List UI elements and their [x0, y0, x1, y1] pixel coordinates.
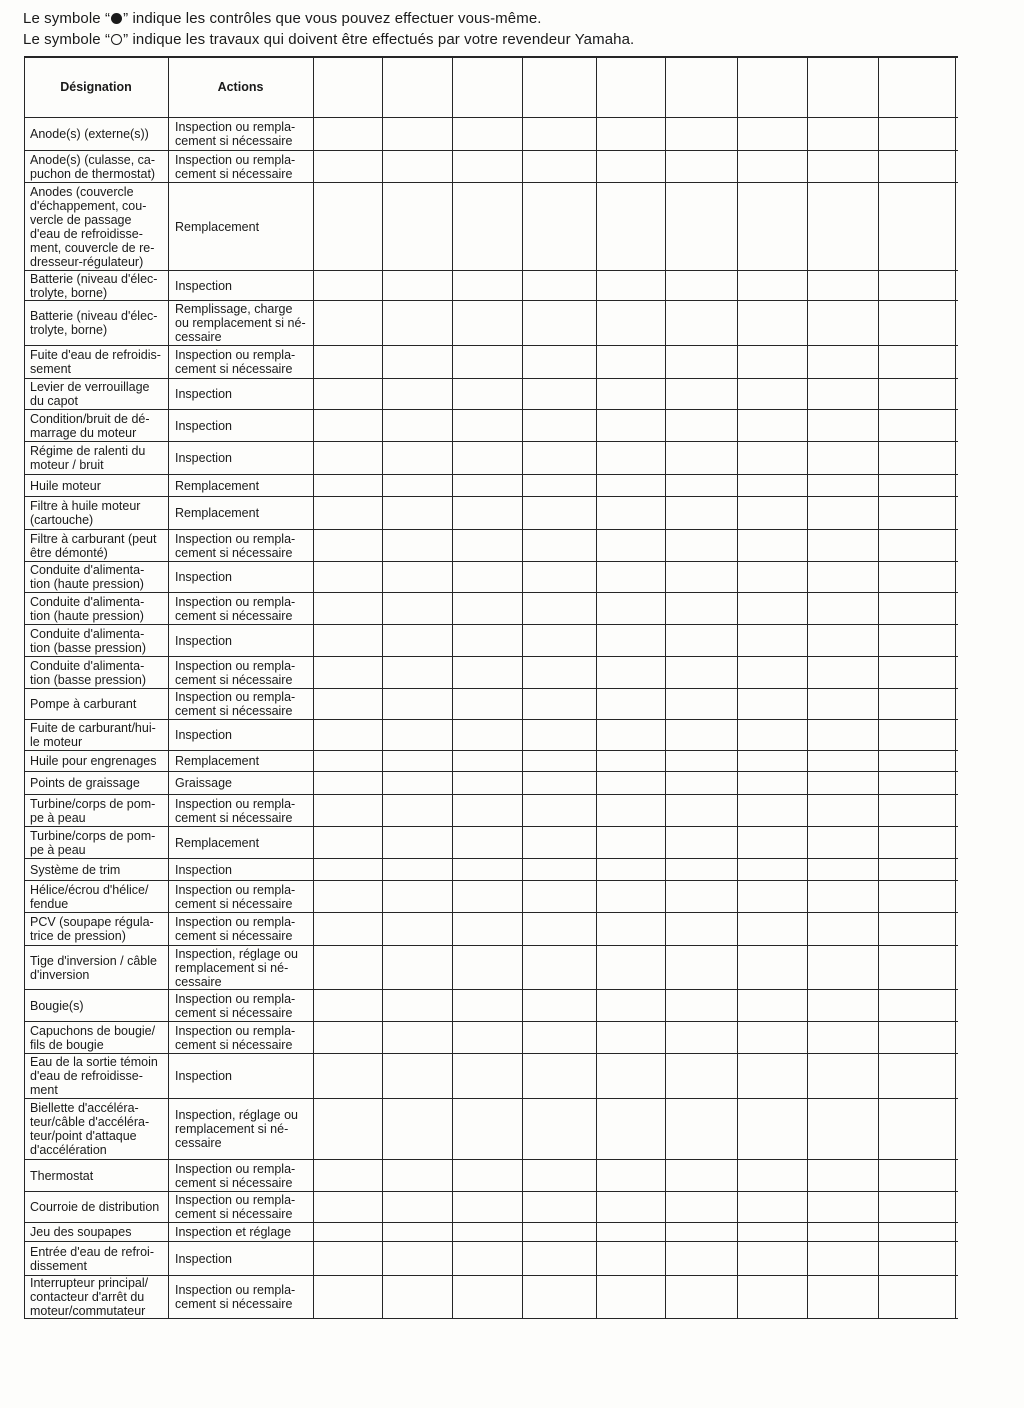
- designation-text: Interrupteur principal/ contacteur d'arrêt du moteur/commutateur: [30, 1276, 149, 1318]
- row-divider: [24, 624, 958, 625]
- row-6-action: [175, 346, 310, 378]
- row-22-action: [175, 827, 310, 858]
- row-divider: [24, 858, 958, 859]
- designation-text: Huile moteur: [30, 478, 101, 493]
- designation-text: Entrée d'eau de refroi- dissement: [30, 1244, 154, 1273]
- column-divider: [596, 57, 597, 1318]
- row-26-action: [175, 946, 310, 989]
- action-text: Inspection: [175, 570, 232, 584]
- action-text: Inspection: [175, 387, 232, 401]
- row-10-designation: [30, 475, 166, 496]
- row-divider: [24, 1098, 958, 1099]
- action-text: Inspection: [175, 633, 232, 648]
- row-11-designation: [30, 497, 166, 529]
- row-divider: [24, 592, 958, 593]
- row-29-designation: [30, 1054, 166, 1098]
- row-divider: [24, 474, 958, 475]
- action-text: Inspection: [175, 418, 232, 433]
- designation-text: Conduite d'alimenta- tion (haute pression): [30, 594, 145, 623]
- action-text: Remplacement: [175, 754, 260, 768]
- row-14-designation: [30, 593, 166, 624]
- row-divider: [24, 688, 958, 689]
- row-3-action: [175, 183, 310, 270]
- row-3-designation: [30, 183, 166, 270]
- row-divider: [24, 117, 958, 118]
- action-text: Inspection: [175, 1069, 232, 1083]
- action-text: Inspection: [175, 862, 232, 877]
- designation-text: Eau de la sortie témoin d'eau de refroidisse- ment: [30, 1055, 158, 1097]
- row-4-action: [175, 271, 310, 300]
- row-33-action: [175, 1223, 310, 1241]
- designation-text: Anode(s) (externe(s)): [30, 127, 149, 141]
- action-text: Inspection ou rempla- cement si nécessaire: [175, 531, 296, 560]
- action-text: Inspection ou rempla- cement si nécessaire: [175, 991, 296, 1020]
- designation-text: Bougie(s): [30, 998, 84, 1013]
- designation-text: Anode(s) (culasse, ca- puchon de thermostat): [30, 152, 156, 181]
- designation-text: Conduite d'alimenta- tion (haute pression): [30, 563, 145, 591]
- row-23-designation: [30, 859, 166, 880]
- row-19-designation: [30, 751, 166, 771]
- row-30-action: [175, 1099, 310, 1159]
- action-text: Inspection ou rempla- cement si nécessaire: [175, 348, 296, 376]
- action-text: Inspection: [175, 1251, 232, 1266]
- legend-1-suffix: ” indique les contrôles que vous pouvez effectuer vous-même.: [123, 10, 542, 27]
- row-divider: [24, 880, 958, 881]
- column-divider: [522, 57, 523, 1318]
- designation-text: Tige d'inversion / câble d'inversion: [30, 953, 157, 982]
- designation-text: Thermostat: [30, 1168, 94, 1183]
- action-text: Remplacement: [175, 478, 260, 493]
- designation-text: Courroie de distribution: [30, 1200, 160, 1214]
- row-10-action: [175, 475, 310, 496]
- row-32-action: [175, 1192, 310, 1222]
- action-text: Remplacement: [175, 506, 260, 520]
- column-divider: [807, 57, 808, 1318]
- row-18-designation: [30, 720, 166, 750]
- row-4-designation: [30, 271, 166, 300]
- row-divider: [24, 719, 958, 720]
- row-divider: [24, 441, 958, 442]
- row-16-designation: [30, 657, 166, 688]
- row-35-designation: [30, 1276, 166, 1318]
- designation-text: Capuchons de bougie/ fils de bougie: [30, 1023, 156, 1052]
- action-text: Inspection ou rempla- cement si nécessaire: [175, 882, 296, 911]
- row-divider: [24, 656, 958, 657]
- designation-text: Turbine/corps de pom- pe à peau: [30, 828, 156, 857]
- row-8-designation: [30, 410, 166, 441]
- row-2-action: [175, 151, 310, 182]
- row-divider: [24, 750, 958, 751]
- row-divider: [24, 771, 958, 772]
- designation-text: Filtre à carburant (peut être démonté): [30, 531, 157, 560]
- row-divider: [24, 1159, 958, 1160]
- row-13-action: [175, 562, 310, 592]
- row-27-action: [175, 990, 310, 1021]
- column-divider: [955, 57, 956, 1318]
- row-divider: [24, 1241, 958, 1242]
- row-divider: [24, 496, 958, 497]
- row-20-action: [175, 772, 310, 794]
- legend-2-prefix: Le symbole “: [23, 31, 111, 48]
- row-divider: [24, 561, 958, 562]
- designation-text: Conduite d'alimenta- tion (basse pression): [30, 626, 147, 655]
- designation-text: Condition/bruit de dé- marrage du moteur: [30, 411, 150, 440]
- action-text: Graissage: [175, 776, 232, 790]
- column-divider: [24, 57, 25, 1318]
- row-27-designation: [30, 990, 166, 1021]
- row-15-designation: [30, 625, 166, 656]
- row-28-designation: [30, 1022, 166, 1053]
- row-24-designation: [30, 881, 166, 912]
- designation-text: Jeu des soupapes: [30, 1225, 132, 1239]
- row-17-designation: [30, 689, 166, 719]
- row-divider: [24, 300, 958, 301]
- row-25-action: [175, 913, 310, 945]
- action-text: Inspection et réglage: [175, 1225, 292, 1239]
- row-divider: [24, 1053, 958, 1054]
- row-divider: [24, 409, 958, 410]
- row-6-designation: [30, 346, 166, 378]
- row-12-action: [175, 530, 310, 561]
- row-25-designation: [30, 913, 166, 945]
- designation-text: Turbine/corps de pom- pe à peau: [30, 796, 156, 825]
- action-text: Remplissage, charge ou remplacement si né- cessaire: [175, 302, 306, 344]
- legend-1-prefix: Le symbole “: [23, 10, 111, 27]
- action-text: Inspection ou rempla- cement si nécessaire: [175, 915, 296, 943]
- row-12-designation: [30, 530, 166, 561]
- designation-text: Batterie (niveau d'élec- trolyte, borne): [30, 309, 158, 337]
- row-divider: [24, 529, 958, 530]
- action-text: Inspection ou rempla- cement si nécessaire: [175, 594, 296, 623]
- designation-text: Levier de verrouillage du capot: [30, 380, 150, 408]
- row-23-action: [175, 859, 310, 880]
- table-bottom-border: [24, 1318, 958, 1319]
- row-7-designation: [30, 379, 166, 409]
- action-text: Inspection, réglage ou remplacement si né- cessaire: [175, 946, 299, 989]
- column-divider: [452, 57, 453, 1318]
- designation-text: Filtre à huile moteur (cartouche): [30, 499, 141, 527]
- row-divider: [24, 1021, 958, 1022]
- action-text: Inspection ou rempla- cement si nécessaire: [175, 658, 296, 687]
- designation-text: Huile pour engrenages: [30, 754, 157, 768]
- row-divider: [24, 826, 958, 827]
- row-divider: [24, 150, 958, 151]
- designation-text: Anodes (couvercle d'échappement, cou- vercle de passage d'eau de refroidisse- ment, couvercle de re- dresseur-régulateur): [30, 184, 155, 269]
- row-divider: [24, 912, 958, 913]
- row-5-action: [175, 301, 310, 345]
- action-text: Remplacement: [175, 835, 260, 850]
- action-text: Inspection, réglage ou remplacement si né- cessaire: [175, 1108, 299, 1150]
- row-31-designation: [30, 1160, 166, 1191]
- action-text: Inspection ou rempla- cement si nécessaire: [175, 1023, 296, 1052]
- row-18-action: [175, 720, 310, 750]
- column-divider: [665, 57, 666, 1318]
- row-21-action: [175, 795, 310, 826]
- row-13-designation: [30, 562, 166, 592]
- action-text: Inspection ou rempla- cement si nécessaire: [175, 1283, 296, 1311]
- column-divider: [878, 57, 879, 1318]
- row-divider: [24, 794, 958, 795]
- designation-text: Batterie (niveau d'élec- trolyte, borne): [30, 271, 158, 300]
- row-divider: [24, 182, 958, 183]
- designation-text: Points de graissage: [30, 776, 140, 790]
- action-text: Inspection: [175, 728, 232, 742]
- column-divider: [168, 57, 169, 1318]
- row-9-action: [175, 442, 310, 474]
- action-text: Remplacement: [175, 219, 260, 234]
- row-34-designation: [30, 1242, 166, 1275]
- action-text: Inspection ou rempla- cement si nécessaire: [175, 690, 296, 718]
- designation-text: Pompe à carburant: [30, 697, 137, 711]
- column-divider: [737, 57, 738, 1318]
- row-16-action: [175, 657, 310, 688]
- row-15-action: [175, 625, 310, 656]
- row-divider: [24, 378, 958, 379]
- designation-text: Biellette d'accéléra- teur/câble d'accéléra- teur/point d'attaque d'accélération: [30, 1101, 150, 1157]
- action-text: Inspection ou rempla- cement si nécessaire: [175, 120, 296, 148]
- row-19-action: [175, 751, 310, 771]
- row-9-designation: [30, 442, 166, 474]
- row-5-designation: [30, 301, 166, 345]
- row-14-action: [175, 593, 310, 624]
- header-actions: Actions: [217, 80, 264, 94]
- action-text: Inspection: [175, 451, 232, 465]
- row-divider: [24, 345, 958, 346]
- action-text: Inspection ou rempla- cement si nécessaire: [175, 1161, 296, 1190]
- designation-text: Fuite de carburant/hui- le moteur: [30, 721, 156, 749]
- legend-2-suffix: ” indique les travaux qui doivent être effectués par votre revendeur Yamaha.: [123, 31, 635, 48]
- row-34-action: [175, 1242, 310, 1275]
- designation-text: Régime de ralenti du moteur / bruit: [30, 444, 146, 472]
- row-2-designation: [30, 151, 166, 182]
- row-11-action: [175, 497, 310, 529]
- row-1-action: [175, 118, 310, 150]
- action-text: Inspection: [175, 278, 232, 293]
- row-8-action: [175, 410, 310, 441]
- row-20-designation: [30, 772, 166, 794]
- row-divider: [24, 989, 958, 990]
- row-31-action: [175, 1160, 310, 1191]
- row-35-action: [175, 1276, 310, 1318]
- header-designation: Désignation: [60, 80, 132, 94]
- designation-text: Hélice/écrou d'hélice/ fendue: [30, 882, 149, 911]
- column-divider: [382, 57, 383, 1318]
- designation-text: Conduite d'alimenta- tion (basse pression): [30, 658, 147, 687]
- designation-text: Système de trim: [30, 862, 121, 877]
- row-divider: [24, 945, 958, 946]
- row-divider: [24, 1222, 958, 1223]
- column-divider: [313, 57, 314, 1318]
- row-21-designation: [30, 795, 166, 826]
- row-7-action: [175, 379, 310, 409]
- row-29-action: [175, 1054, 310, 1098]
- row-divider: [24, 1275, 958, 1276]
- row-26-designation: [30, 946, 166, 989]
- row-22-designation: [30, 827, 166, 858]
- row-33-designation: [30, 1223, 166, 1241]
- row-28-action: [175, 1022, 310, 1053]
- action-text: Inspection ou rempla- cement si nécessaire: [175, 796, 296, 825]
- row-30-designation: [30, 1099, 166, 1159]
- action-text: Inspection ou rempla- cement si nécessaire: [175, 152, 296, 181]
- row-1-designation: [30, 118, 166, 150]
- table-top-border: [24, 56, 958, 58]
- row-17-action: [175, 689, 310, 719]
- row-24-action: [175, 881, 310, 912]
- row-32-designation: [30, 1192, 166, 1222]
- row-divider: [24, 270, 958, 271]
- designation-text: Fuite d'eau de refroidis- sement: [30, 348, 161, 376]
- row-divider: [24, 1191, 958, 1192]
- action-text: Inspection ou rempla- cement si nécessaire: [175, 1193, 296, 1221]
- designation-text: PCV (soupape régula- trice de pression): [30, 915, 154, 943]
